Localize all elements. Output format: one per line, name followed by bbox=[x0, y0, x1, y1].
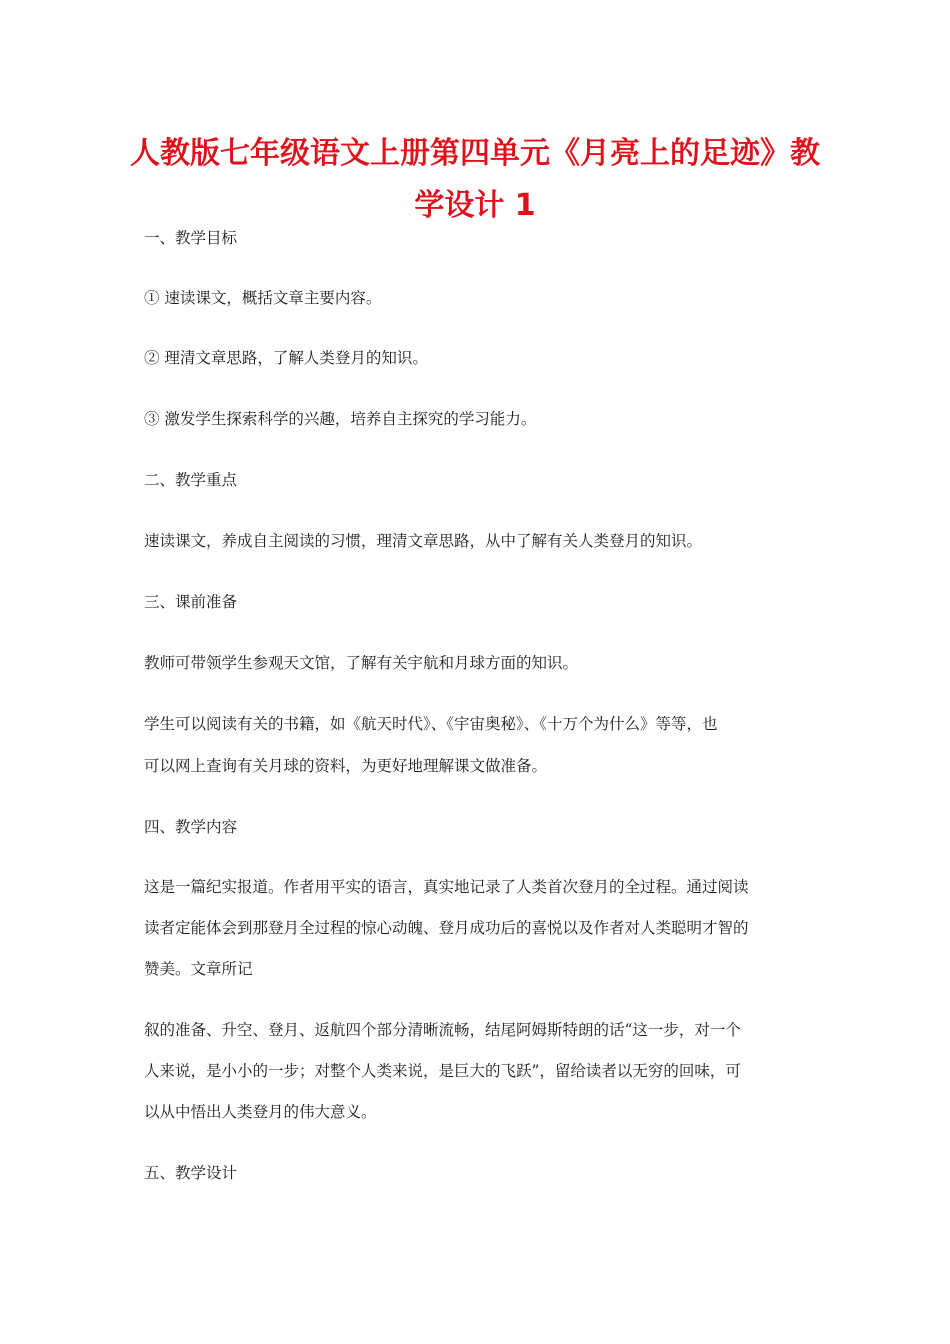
section-heading-content: 四、教学内容 bbox=[144, 818, 238, 836]
title-line-2: 学设计 1 bbox=[414, 188, 536, 223]
section-heading-preparation: 三、课前准备 bbox=[144, 593, 238, 611]
document-title bbox=[130, 128, 820, 232]
objective-item-2: ② 理清文章思路，了解人类登月的知识。 bbox=[144, 349, 428, 367]
objective-item-1: ① 速读课文，概括文章主要内容。 bbox=[144, 289, 382, 307]
preparation-paragraph-2-line-1: 学生可以阅读有关的书籍，如《航天时代》、《宇宙奥秘》、《十万个为什么》等等，也 bbox=[144, 715, 718, 733]
title-line-1: 人教版七年级语文上册第四单元《月亮上的足迹》教 bbox=[130, 136, 820, 171]
focus-text: 速读课文，养成自主阅读的习惯，理清文章思路，从中了解有关人类登月的知识。 bbox=[144, 532, 703, 550]
content-paragraph-1-line-1: 这是一篇纪实报道。作者用平实的语言，真实地记录了人类首次登月的全过程。通过阅读 bbox=[144, 878, 749, 896]
objective-item-3: ③ 激发学生探索科学的兴趣，培养自主探究的学习能力。 bbox=[144, 410, 537, 428]
section-heading-design: 五、教学设计 bbox=[144, 1164, 238, 1182]
preparation-paragraph-1: 教师可带领学生参观天文馆，了解有关宇航和月球方面的知识。 bbox=[144, 654, 579, 672]
section-heading-focus: 二、教学重点 bbox=[144, 471, 238, 489]
content-paragraph-1-line-3: 赞美。文章所记 bbox=[144, 960, 253, 978]
section-heading-objectives: 一、教学目标 bbox=[144, 229, 238, 247]
content-paragraph-1-line-2: 读者定能体会到那登月全过程的惊心动魄、登月成功后的喜悦以及作者对人类聪明才智的 bbox=[144, 919, 749, 937]
content-paragraph-2-line-2: 人来说，是小小的一步；对整个人类来说，是巨大的飞跃”，留给读者以无穷的回味，可 bbox=[144, 1062, 741, 1080]
preparation-paragraph-2-line-2: 可以网上查询有关月球的资料，为更好地理解课文做准备。 bbox=[144, 757, 548, 775]
content-paragraph-2-line-3: 以从中悟出人类登月的伟大意义。 bbox=[144, 1103, 377, 1121]
content-paragraph-2-line-1: 叙的准备、升空、登月、返航四个部分清晰流畅，结尾阿姆斯特朗的话“这一步，对一个 bbox=[144, 1021, 741, 1039]
